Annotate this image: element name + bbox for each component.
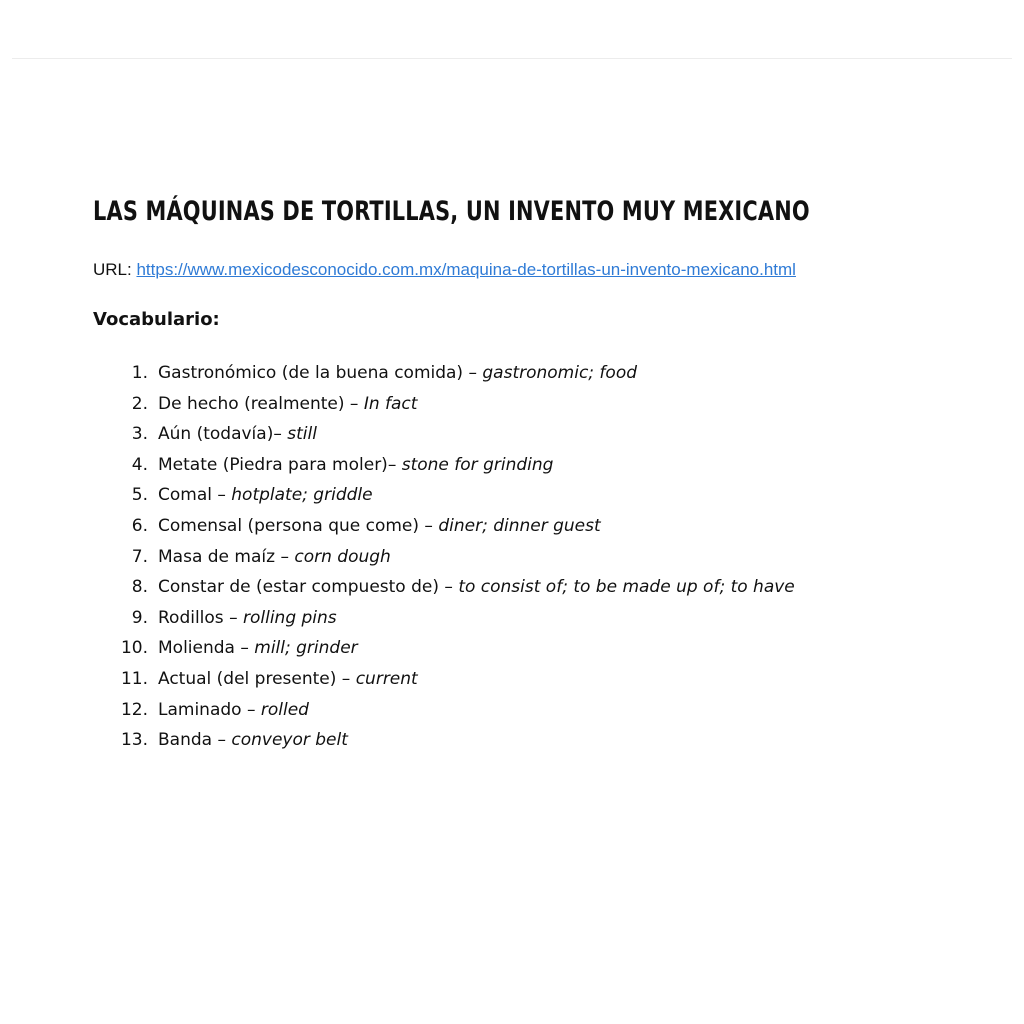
vocabulary-term-english: corn dough <box>294 546 391 567</box>
vocabulary-item-number: 13. <box>120 730 148 751</box>
article-link[interactable]: https://www.mexicodesconocido.com.mx/maquina-de-tortillas-un-invento-mexicano.html <box>136 260 796 279</box>
vocabulary-term-spanish: De hecho (realmente) – <box>158 393 364 414</box>
vocabulary-term-spanish: Comensal (persona que come) – <box>158 515 439 536</box>
vocabulary-term-spanish: Masa de maíz – <box>158 546 295 567</box>
url-line <box>93 258 973 282</box>
vocabulary-item <box>93 542 973 573</box>
vocabulary-term-english: rolled <box>260 699 309 720</box>
vocabulary-term-english: hotplate; griddle <box>231 485 373 506</box>
document-title: LAS MÁQUINAS DE TORTILLAS, UN INVENTO MUY MEXICANO <box>93 196 810 227</box>
vocabulary-term-english: gastronomic; food <box>482 363 638 383</box>
vocabulary-term-spanish: Metate (Piedra para moler)– <box>158 454 402 475</box>
vocabulary-item <box>93 358 973 389</box>
vocabulary-item-number: 9. <box>131 607 148 628</box>
vocabulary-item <box>93 725 973 756</box>
vocabulary-item-text <box>158 419 317 450</box>
vocabulary-item <box>93 633 973 664</box>
vocabulary-heading: Vocabulario: <box>93 309 220 330</box>
top-divider <box>12 58 1012 59</box>
vocabulary-item <box>93 389 973 420</box>
vocabulary-item <box>93 572 973 603</box>
vocabulary-term-english: rolling pins <box>242 607 337 628</box>
vocabulary-item-text <box>158 358 637 389</box>
vocabulary-item-number: 11. <box>120 668 148 689</box>
vocabulary-item-number: 10. <box>120 638 148 659</box>
vocabulary-item-text <box>158 450 553 481</box>
vocabulary-item <box>93 695 973 726</box>
vocabulary-term-english: diner; dinner guest <box>438 515 601 536</box>
vocabulary-item-text <box>158 664 418 695</box>
vocabulary-term-spanish: Banda – <box>158 730 232 751</box>
vocabulary-item <box>93 419 973 450</box>
vocabulary-item-number: 3. <box>131 424 148 445</box>
vocabulary-item-number: 7. <box>131 546 148 567</box>
vocabulary-item-number: 2. <box>131 393 148 414</box>
document-page <box>93 190 973 756</box>
vocabulary-term-spanish: Laminado – <box>158 699 261 720</box>
vocabulary-term-spanish: Constar de (estar compuesto de) – <box>158 577 459 598</box>
vocabulary-item-text <box>158 725 348 756</box>
vocabulary-item-text <box>158 633 358 664</box>
vocabulary-item-text <box>158 695 309 726</box>
vocabulary-item-text <box>158 603 337 634</box>
vocabulary-item-text <box>158 542 391 573</box>
vocabulary-item-number: 8. <box>131 577 148 598</box>
vocabulary-term-spanish: Comal – <box>158 485 232 506</box>
vocabulary-term-spanish: Aún (todavía)– <box>158 424 288 445</box>
vocabulary-term-english: In fact <box>363 393 418 414</box>
vocabulary-term-spanish: Actual (del presente) – <box>158 668 356 689</box>
vocabulary-term-english: mill; grinder <box>254 638 358 659</box>
vocabulary-item-number: 4. <box>131 454 148 475</box>
vocabulary-term-english: stone for grinding <box>401 454 554 475</box>
vocabulary-item-number: 1. <box>131 363 148 383</box>
vocabulary-item <box>93 450 973 481</box>
vocabulary-item <box>93 511 973 542</box>
vocabulary-term-english: to consist of; to be made up of; to have <box>458 577 795 598</box>
vocabulary-term-spanish: Molienda – <box>158 638 255 659</box>
vocabulary-item-number: 12. <box>120 699 148 720</box>
vocabulary-item-text <box>158 511 601 542</box>
vocabulary-item-text <box>158 572 795 603</box>
vocabulary-term-spanish: Rodillos – <box>158 607 243 628</box>
vocabulary-term-english: still <box>287 424 317 445</box>
vocabulary-item <box>93 603 973 634</box>
vocabulary-item-text <box>158 480 373 511</box>
vocabulary-list <box>93 358 973 756</box>
vocabulary-item-text <box>158 389 417 420</box>
vocabulary-term-english: conveyor belt <box>231 730 348 751</box>
vocabulary-item <box>93 664 973 695</box>
url-label: URL: <box>93 260 137 279</box>
vocabulary-item-number: 5. <box>131 485 148 506</box>
vocabulary-term-english: current <box>355 668 418 689</box>
vocabulary-term-spanish: Gastronómico (de la buena comida) – <box>158 363 483 383</box>
vocabulary-item <box>93 480 973 511</box>
vocabulary-item-number: 6. <box>131 515 148 536</box>
